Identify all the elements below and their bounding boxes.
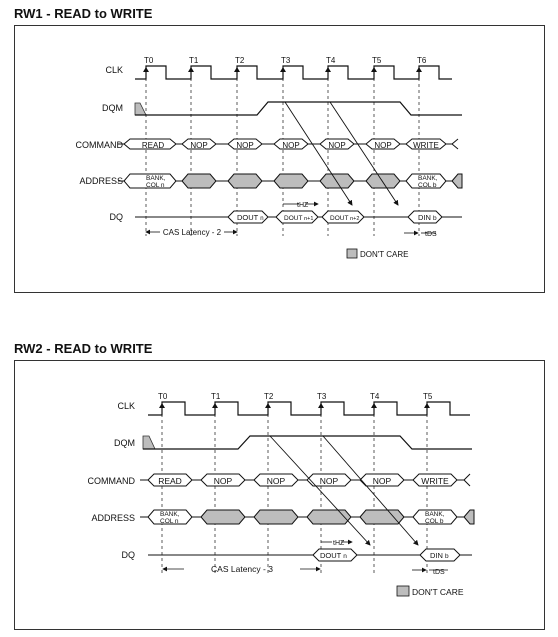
tick-label: T6	[417, 56, 427, 65]
dqm-waveform	[143, 436, 472, 449]
tick-label: T1	[189, 56, 199, 65]
tick-label: T2	[264, 392, 274, 401]
command-label: COMMAND	[75, 140, 123, 150]
clk-waveform	[148, 402, 470, 415]
dq-din-b: DIN b	[430, 551, 449, 560]
dq-dout-n1: DOUT n+1	[284, 215, 314, 222]
address-bank-col-n: BANK,	[146, 175, 166, 182]
tick-label: T0	[144, 56, 154, 65]
command-read: READ	[158, 476, 182, 486]
address-label: ADDRESS	[91, 513, 135, 523]
dq-din-b: DIN b	[418, 213, 437, 222]
command-nop: NOP	[213, 476, 233, 486]
dq-dout-n: DOUT n	[320, 551, 347, 560]
dq-dout-n: DOUT n	[237, 213, 264, 222]
tick-label: T5	[423, 392, 433, 401]
tds-label: tDS	[425, 231, 437, 238]
command-read: READ	[141, 141, 165, 150]
tick-label: T0	[158, 392, 168, 401]
tick-label: T3	[317, 392, 327, 401]
dqm-label: DQM	[102, 103, 123, 113]
address-bank-col-b: COL b	[418, 182, 437, 189]
dqm-label: DQM	[114, 438, 135, 448]
tick-label: T4	[326, 56, 336, 65]
dqm-dont-care	[143, 436, 155, 449]
tick-label: T5	[372, 56, 382, 65]
clock-edge-arrows	[159, 403, 430, 408]
address-bank-col-n: COL n	[160, 518, 179, 525]
cas-latency-label: CAS Latency - 2	[162, 228, 222, 237]
command-nop: NOP	[190, 141, 208, 150]
tick-label: T2	[235, 56, 245, 65]
address-label: ADDRESS	[79, 176, 123, 186]
command-label: COMMAND	[87, 476, 135, 486]
dqm-to-dq-arrows	[270, 436, 418, 545]
command-nop: NOP	[372, 476, 392, 486]
clk-label: CLK	[105, 65, 123, 75]
thz-label: tHZ	[297, 202, 309, 209]
diagram-title: RW2 - READ to WRITE	[14, 341, 153, 356]
address-bank-col-n: COL n	[146, 182, 165, 189]
address-bus	[140, 510, 474, 524]
tick-label: T3	[281, 56, 291, 65]
command-nop: NOP	[282, 141, 300, 150]
command-write: WRITE	[413, 141, 439, 150]
command-nop: NOP	[266, 476, 286, 486]
dont-care-legend: DON'T CARE	[360, 250, 409, 259]
dq-bus	[148, 549, 472, 561]
tds-label: tDS	[433, 569, 445, 576]
dont-care-swatch	[397, 586, 409, 596]
tick-guides	[162, 402, 427, 575]
address-bank-col-b: BANK,	[425, 511, 445, 518]
address-bank-col-b: COL b	[425, 518, 444, 525]
dq-label: DQ	[109, 212, 123, 222]
dq-label: DQ	[121, 550, 135, 560]
thz-label: tHZ	[333, 540, 345, 547]
tick-label: T1	[211, 392, 221, 401]
address-bank-col-n: BANK,	[160, 511, 180, 518]
diagram-title: RW1 - READ to WRITE	[14, 6, 153, 21]
command-write: WRITE	[421, 476, 449, 486]
command-nop: NOP	[328, 141, 346, 150]
address-bank-col-b: BANK,	[418, 175, 438, 182]
dq-dout-n2: DOUT n+2	[330, 215, 360, 222]
command-nop: NOP	[374, 141, 392, 150]
clk-label: CLK	[117, 401, 135, 411]
tick-label: T4	[370, 392, 380, 401]
dont-care-legend: DON'T CARE	[412, 587, 464, 597]
command-nop: NOP	[236, 141, 254, 150]
cas-latency-label: CAS Latency - 3	[211, 564, 273, 574]
command-nop: NOP	[319, 476, 339, 486]
